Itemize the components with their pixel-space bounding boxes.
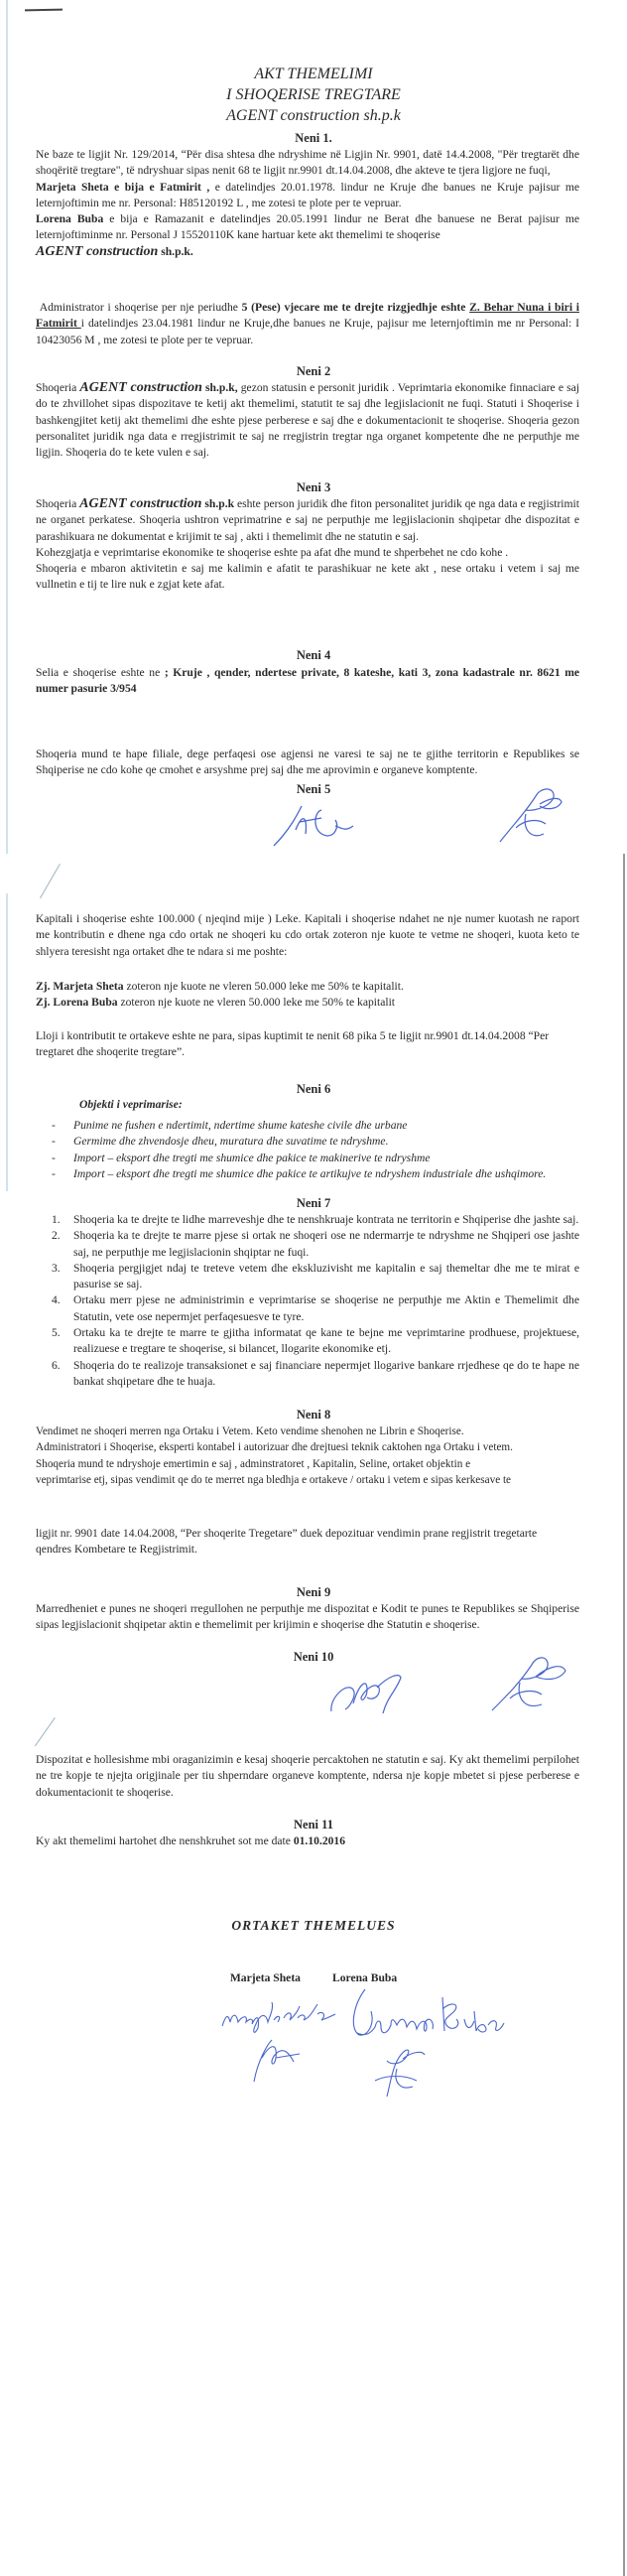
- list-item-text: Shoqeria ka te drejte te marre pjese si ortak ne shoqeri ose ne ndermarrje te ndryshme ne Shqiperi ose jashte saj, ne perputhje me legjislacionin shqiptar ne fuqi.: [73, 1229, 579, 1259]
- list-item-text: Ortaku ka te drejte te marre te gjitha informatat qe kane te bejne me veprimtarine prodhuese, projektuese, realizuese e tregtare te shoqerise, si bilancet, llogarite ekonomike etj.: [73, 1326, 579, 1356]
- company-name: AGENT construction: [36, 243, 159, 259]
- admin-name: Z. Behar Nuna i biri i Fatmirit: [36, 301, 579, 331]
- list-item: - Import – eksport dhe tregti me shumice dhe pakice te makinerive te ndryshme: [52, 1151, 579, 1166]
- founders-heading: ORTAKET THEMELUES: [231, 1918, 396, 1933]
- share-2-value: zoteron nje kuote ne vleren 50.000 leke me 50% te kapitalit: [117, 996, 396, 1010]
- list-item-text: Import – eksport dhe tregti me shumice dhe pakice te artikujve te ndryshem industriale dhe ushqimore.: [73, 1166, 547, 1180]
- termination-text: Shoqeria e mbaron aktivitetin e saj me kalimin e afatit te parashikuar ne kete akt , nese ortaku i vetem i saj me vullnetin e tij te lire nuk e zgjat kete afat.: [36, 562, 579, 592]
- article-heading: Neni 2: [296, 364, 331, 378]
- share-1: [36, 979, 579, 995]
- text-line: Shoqeria mund te ndryshoje emertimin e saj , adminstratoret , Kapitalin, Seline, ortaket objektin e: [36, 1457, 471, 1470]
- article-9-body: Marredheniet e punes ne shoqeri rregullohen ne perputhje me dispozitat e Kodit te punes te Republikes se Shqiperise sipas legjislacionit shqipetar aktin e themelimit per krijimin e shoqerise dhe Statutin e shoqerise.: [36, 1602, 579, 1632]
- company-name: AGENT construction: [79, 496, 202, 511]
- signature-image: [496, 784, 565, 846]
- share-2-holder: Zj. Lorena Buba: [36, 996, 118, 1010]
- signature-image: [327, 1668, 411, 1717]
- fold-mark: [40, 864, 61, 898]
- contribution-type: Lloji i kontributit te ortakeve eshte ne para, sipas kuptimit te nenit 68 pika 5 te ligjit nr.9901 dt.14.04.2008 “Per tregtaret dhe shoqerite tregtare”.: [36, 1029, 550, 1059]
- text: Ky akt themelimi hartohet dhe nenshkruhet sot me date: [36, 1834, 294, 1847]
- administrator-paragraph: [36, 300, 579, 348]
- article-11-body: [36, 1833, 579, 1849]
- article-heading: Neni 9: [296, 1585, 331, 1599]
- branches-paragraph: Shoqeria mund te hape filiale, dege perfaqesi ose agjensi ne varesi te saj ne te gjithe territorin e Republikes se Shqiperise ne cdo kohe qe cmohet e arsyshme prej saj dhe me aprovimin e organeve komptente.: [36, 747, 579, 777]
- list-item-text: Punime ne fushen e ndertimit, ndertime shume kateshe civile dhe urbane: [73, 1119, 408, 1132]
- text-line: Administratori i Shoqerise, eksperti kontabel i autorizuar dhe drejtuesi teknik caktohen nga Ortaku i vetem.: [36, 1441, 513, 1454]
- article-4-body: [36, 665, 579, 698]
- list-item-text: Ortaku merr pjese ne administrimin e veprimtarise se shoqerise ne perputhje me Aktin e Themelimit dhe Statutin, vete ose nepermjet perfaqesuesve te tyre.: [73, 1293, 579, 1323]
- text: gezon statusin e personit juridik . Veprimtaria ekonomike finnaciare e saj do te zhvillohet sipas dispozitave te ketij akt themelimi, statutit te saj dhe legjislacionit ne fuqi. Statuti i Shoqerise i bashkengjitet ketij akt themelimi dhe eshte pjese perberese e saj dhe e dokumentacionit te shoqerise. Shoqeria gezon personalitet juridik nga data e rregjistrimit te saj ne rregjistrin tregtar nga organet kompetente dhe ne perputhje me ligjin. Shoqeria do te kete vulen e saj.: [36, 381, 579, 460]
- share-1-holder: Zj. Marjeta Sheta: [36, 980, 124, 993]
- article-3-body: [36, 496, 579, 594]
- document-title: [0, 64, 627, 126]
- scan-mark: [25, 9, 63, 12]
- admin-details: i datelindjes 23.04.1981 lindur ne Kruje,dhe banues ne Kruje, pajisur me leternjoftimin me nr Personal: I 10423056 M , me zotesi te plote per te vepruar.: [36, 317, 579, 346]
- legal-basis: Ne baze te ligjit Nr. 129/2014, “Për disa shtesa dhe ndryshime në Ligjin Nr. 9901, datë 14.4.2008, "Për tregtarët dhe shoqëritë tregtare", të ndryshuar sipas nenit 68 te ligjit nr.9901 dt.14.04.2008, dhe akteve te tjera ligjore ne fuqi,: [36, 148, 579, 178]
- article-heading: Neni 8: [296, 1408, 331, 1422]
- fold-mark: [35, 1717, 56, 1746]
- partner-1-details: e datelindjes 20.01.1978. lindur ne Kruje dhe banues ne Kruje pajisur me leternjoftimin me nr. Personal: H85120192 L , me zotesi te plote per te vepruar.: [36, 180, 579, 209]
- admin-term: 5 (Pese) vjecare me te drejte rizgjedhje eshte: [241, 301, 466, 314]
- list-item: 4. Ortaku merr pjese ne administrimin e veprimtarise se shoqerise ne perputhje me Aktin e Themelimit dhe Statutin, vete ose nepermjet perfaqesuesve te tyre.: [52, 1292, 579, 1325]
- page-edge-right: [623, 1717, 625, 2576]
- partner-2: [36, 211, 579, 244]
- article-8-continuation: ligjit nr. 9901 date 14.04.2008, “Per shoqerite Tregetare” duek depozituar vendimin prane regjistrit tregetarte qendres Kombetare te Regjistrimit.: [36, 1527, 538, 1557]
- title-line: I SHOQERISE TREGTARE: [226, 86, 401, 103]
- founder-name: Marjeta Sheta: [229, 1971, 301, 1984]
- activity-subheading: Objekti i veprimarise:: [79, 1098, 183, 1111]
- page-edge-left: [6, 893, 8, 1191]
- partner-1-name: Marjeta Sheta e bija e Fatmirit ,: [36, 180, 210, 194]
- article-heading: Neni 4: [296, 648, 331, 662]
- list-item: 3. Shoqeria pergjigjet ndaj te treteve vetem dhe ekskluzivisht me kapitalin e saj themeltar dhe me te mirat e pasurise se saj.: [52, 1261, 579, 1293]
- partner-2-name: Lorena Buba: [36, 212, 104, 226]
- list-item-text: Import – eksport dhe tregti me shumice dhe pakice te makinerive te ndryshme: [73, 1151, 431, 1164]
- duration-text: Kohezgjatja e veprimtarise ekonomike te shoqerise eshte pa afat dhe mund te shperbehet ne cdo kohe .: [36, 545, 509, 559]
- article-8-body: [36, 1424, 579, 1488]
- list-item-text: Shoqeria ka te drejte te lidhe marreveshje dhe te nenshkruaje kontrata ne territorin e Shqiperise dhe jashte saj.: [73, 1213, 579, 1226]
- company-name: AGENT construction: [79, 380, 202, 395]
- text-line: Vendimet ne shoqeri merren nga Ortaku i Vetem. Keto vendime shenohen ne Librin e Shoqerise.: [36, 1425, 464, 1437]
- admin-intro: Administrator i shoqerise per nje periudhe: [39, 301, 242, 314]
- article-10-body: Dispozitat e hollesishme mbi oraganizimin e kesaj shoqerie percaktohen ne statutin e saj. Ky akt themelimi perpilohet ne tre kopje te njejta origjinale per tiu shperndare organeve komptente, ndersa nje kopje mbetet si pjese perberese e dokumentacionit te shoqerise.: [36, 1753, 579, 1799]
- company-suffix: sh.p.k: [201, 497, 235, 510]
- article-2-body: [36, 380, 579, 461]
- title-line: AKT THEMELIMI: [254, 66, 373, 82]
- text: Shoqeria: [36, 381, 80, 394]
- list-item: 6. Shoqeria do te realizoje transaksionet e saj financiare nepermjet llogarive bankare rrjedhese qe do te hape ne bankat shqipetare dhe te huaja.: [52, 1358, 579, 1391]
- list-item-text: Shoqeria do te realizoje transaksionet e saj financiare nepermjet llogarive bankare rrjedhese qe do te hape ne bankat shqipetare dhe te huaja.: [73, 1358, 579, 1388]
- list-item: 5. Ortaku ka te drejte te marre te gjitha informatat qe kane te bejne me veprimtarine prodhuese, projektuese, realizuese e tregtare te shoqerise, si bilancet, llogarite ekonomike etj.: [52, 1325, 579, 1358]
- article-5-body: Kapitali i shoqerise eshte 100.000 ( njeqind mije ) Leke. Kapitali i shoqerise ndahet ne nje numer kuotash ne raport me kontributin e dhene nga cdo ortak ne shoqeri ku cdo ortak zoteron nje kuote te vetme ne shoqeri, kuota keto te shlyera teresisht nga ortaket dhe te ndara si me poshte:: [36, 912, 579, 958]
- share-2: [36, 995, 579, 1011]
- article-heading: Neni 7: [296, 1196, 331, 1210]
- article-heading: Neni 1.: [295, 131, 332, 145]
- list-item: 1. Shoqeria ka te drejte te lidhe marreveshje dhe te nenshkruaje kontrata ne territorin e Shqiperise dhe jashte saj.: [52, 1212, 579, 1228]
- company-suffix: sh.p.k.: [158, 244, 193, 258]
- signature-image: [270, 800, 359, 848]
- handwritten-signature-lorena: [347, 1985, 516, 2104]
- list-item: - Punime ne fushen e ndertimit, ndertime shume kateshe civile dhe urbane: [52, 1118, 579, 1134]
- title-line: AGENT construction sh.p.k: [226, 107, 401, 124]
- article-heading: Neni 11: [294, 1818, 333, 1831]
- share-1-value: zoteron nje kuote ne vleren 50.000 leke me 50% te kapitalit.: [123, 980, 404, 993]
- list-item-text: Germime dhe zhvendosje dheu, muratura dhe suvatime te ndryshme.: [73, 1135, 389, 1149]
- page-edge-left: [6, 0, 8, 854]
- partner-1: [36, 180, 579, 212]
- rights-list: [52, 1212, 579, 1390]
- partner-2-details: e bija e Ramazanit e datelindjes 20.05.1991 lindur ne Berat dhe banuese ne Berat pajisur me leternjoftiminme nr. Personal J 15520110K kane hartuar kete akt themelimi te shoqerise: [36, 212, 579, 242]
- activity-list: [52, 1118, 579, 1182]
- article-heading: Neni 5: [296, 782, 331, 796]
- text: Selia e shoqerise eshte ne: [36, 666, 165, 679]
- article-1-body: [36, 147, 579, 260]
- signing-date: 01.10.2016: [293, 1834, 345, 1847]
- article-heading: Neni 10: [293, 1650, 334, 1664]
- capital-shares: [36, 979, 579, 1012]
- company-line: [36, 244, 579, 260]
- article-heading: Neni 6: [296, 1082, 331, 1096]
- handwritten-signature-marjeta: [218, 1988, 347, 2098]
- text-line: veprimtarise etj, sipas vendimit qe do te merret nga bledhja e ortakeve / ortaku i vetem e sipas kerkesave te: [36, 1473, 512, 1486]
- text: Shoqeria: [36, 497, 80, 510]
- company-suffix: sh.p.k,: [201, 381, 238, 394]
- founder-names: [0, 1971, 627, 1984]
- list-item: 2. Shoqeria ka te drejte te marre pjese si ortak ne shoqeri ose ne ndermarrje te ndryshme ne Shqiperi ose jashte saj, ne perputhje me legjislacionin shqiptar ne fuqi.: [52, 1228, 579, 1261]
- signature-image: [488, 1653, 569, 1718]
- list-item-text: Shoqeria pergjigjet ndaj te treteve vetem dhe ekskluzivisht me kapitalin e saj themeltar dhe me te mirat e pasurise se saj.: [73, 1261, 579, 1291]
- founder-name: Lorena Buba: [331, 1971, 398, 1984]
- article-heading: Neni 3: [296, 480, 331, 494]
- list-item: - Germime dhe zhvendosje dheu, muratura dhe suvatime te ndryshme.: [52, 1134, 579, 1150]
- registered-address: ; Kruje , qender, ndertese private, 8 kateshe, kati 3, zona kadastrale nr. 8621 me numer pasurie 3/954: [36, 666, 580, 696]
- list-item: - Import – eksport dhe tregti me shumice dhe pakice te artikujve te ndryshem industriale dhe ushqimore.: [52, 1166, 579, 1182]
- text: eshte person juridik dhe fiton personalitet juridik qe nga data e regjistrimit ne organet perkatese. Shoqeria ushtron veprimatrine e saj ne perputhje me legjislacionin shqipetar dhe dispozitat e parashikuara ne dokumentat e krijimit te saj , akti i themelimit dhe ne statutin e saj.: [36, 497, 579, 543]
